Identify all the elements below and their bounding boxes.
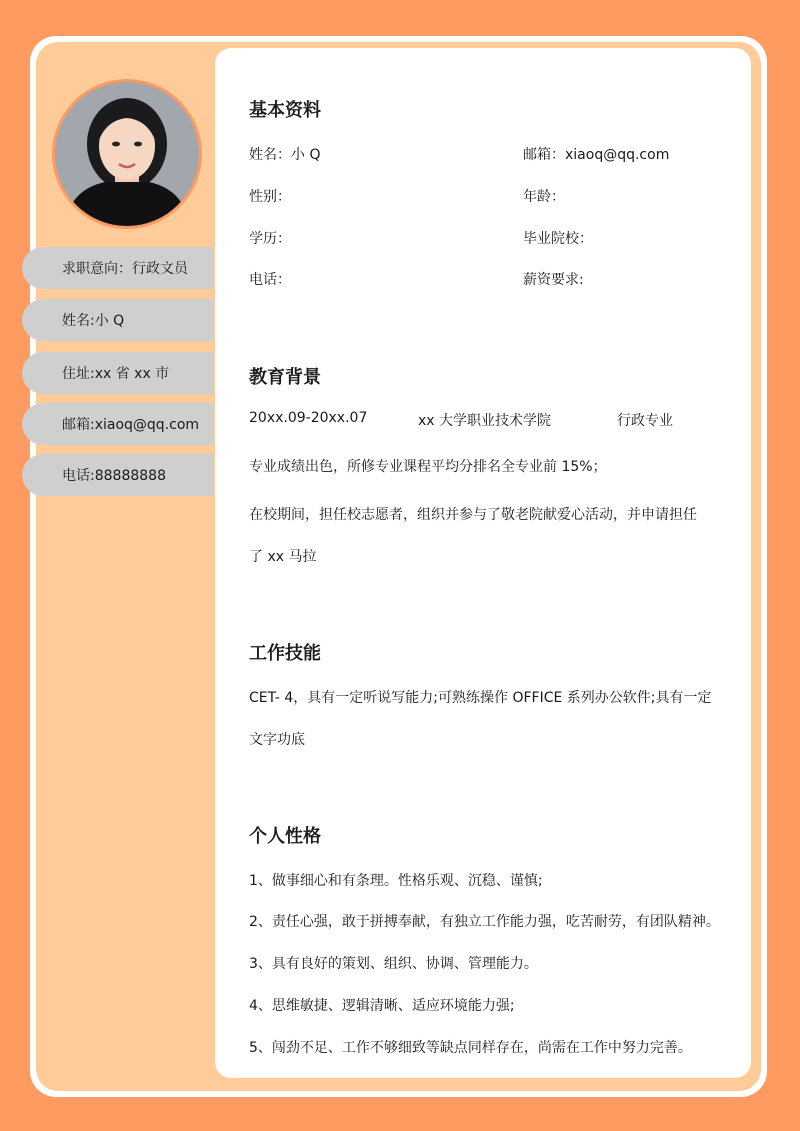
section-title-basic: 基本资料 xyxy=(249,100,321,121)
skills-line: CET- 4，具有一定听说写能力;可熟练操作 OFFICE 系列办公软件;具有一定 xyxy=(249,690,712,706)
personality-item: 4、思维敏捷、逻辑清晰、适应环境能力强; xyxy=(249,998,515,1014)
section-title-skills: 工作技能 xyxy=(249,643,321,664)
education-line: 在校期间，担任校志愿者，组织并参与了敬老院献爱心活动，并申请担任 xyxy=(249,507,697,523)
section-title-education: 教育背景 xyxy=(249,367,321,388)
field-phone: 电话： xyxy=(249,272,291,288)
sidebar-item-label: 电话:88888888 xyxy=(62,468,166,484)
resume-inner-frame xyxy=(36,42,761,1091)
sidebar-item-email xyxy=(22,403,214,445)
field-education: 学历： xyxy=(249,231,291,247)
sidebar-item-label: 住址:xx 省 xx 市 xyxy=(62,366,170,382)
education-line: 专业成绩出色，所修专业课程平均分排名全专业前 15%； xyxy=(249,459,607,475)
sidebar-item-name xyxy=(22,299,214,341)
personality-item: 1、做事细心和有条理。性格乐观、沉稳、谨慎; xyxy=(249,873,543,889)
education-major: 行政专业 xyxy=(617,413,673,429)
resume-card xyxy=(30,36,767,1097)
main-content xyxy=(215,48,751,1078)
education-period: 20xx.09-20xx.07 xyxy=(249,410,368,426)
personality-item: 5、闯劲不足、工作不够细致等缺点同样存在，尚需在工作中努力完善。 xyxy=(249,1040,692,1056)
avatar xyxy=(52,79,202,229)
education-institution: xx 大学职业技术学院 xyxy=(418,413,552,429)
section-title-personality: 个人性格 xyxy=(249,826,321,847)
sidebar-item-job-intent xyxy=(22,247,214,289)
sidebar-item-phone xyxy=(22,454,214,496)
field-email: 邮箱：xiaoq@qq.com xyxy=(523,147,670,163)
personality-item: 2、责任心强，敢于拼搏奉献，有独立工作能力强，吃苦耐劳，有团队精神。 xyxy=(249,914,720,930)
field-name: 姓名：小 Q xyxy=(249,147,321,163)
personality-item: 3、具有良好的策划、组织、协调、管理能力。 xyxy=(249,956,538,972)
sidebar-item-label: 求职意向：行政文员 xyxy=(62,261,188,277)
field-gender: 性别： xyxy=(249,189,291,205)
skills-line: 文字功底 xyxy=(249,732,305,748)
field-salary: 薪资要求: xyxy=(523,272,584,288)
portrait-image xyxy=(55,82,199,226)
sidebar-item-label: 邮箱:xiaoq@qq.com xyxy=(62,417,200,433)
field-age: 年龄： xyxy=(523,189,565,205)
sidebar-item-address xyxy=(22,352,214,394)
field-school: 毕业院校： xyxy=(523,231,593,247)
education-line: 了 xx 马拉 xyxy=(249,549,317,565)
sidebar-item-label: 姓名:小 Q xyxy=(62,313,125,329)
